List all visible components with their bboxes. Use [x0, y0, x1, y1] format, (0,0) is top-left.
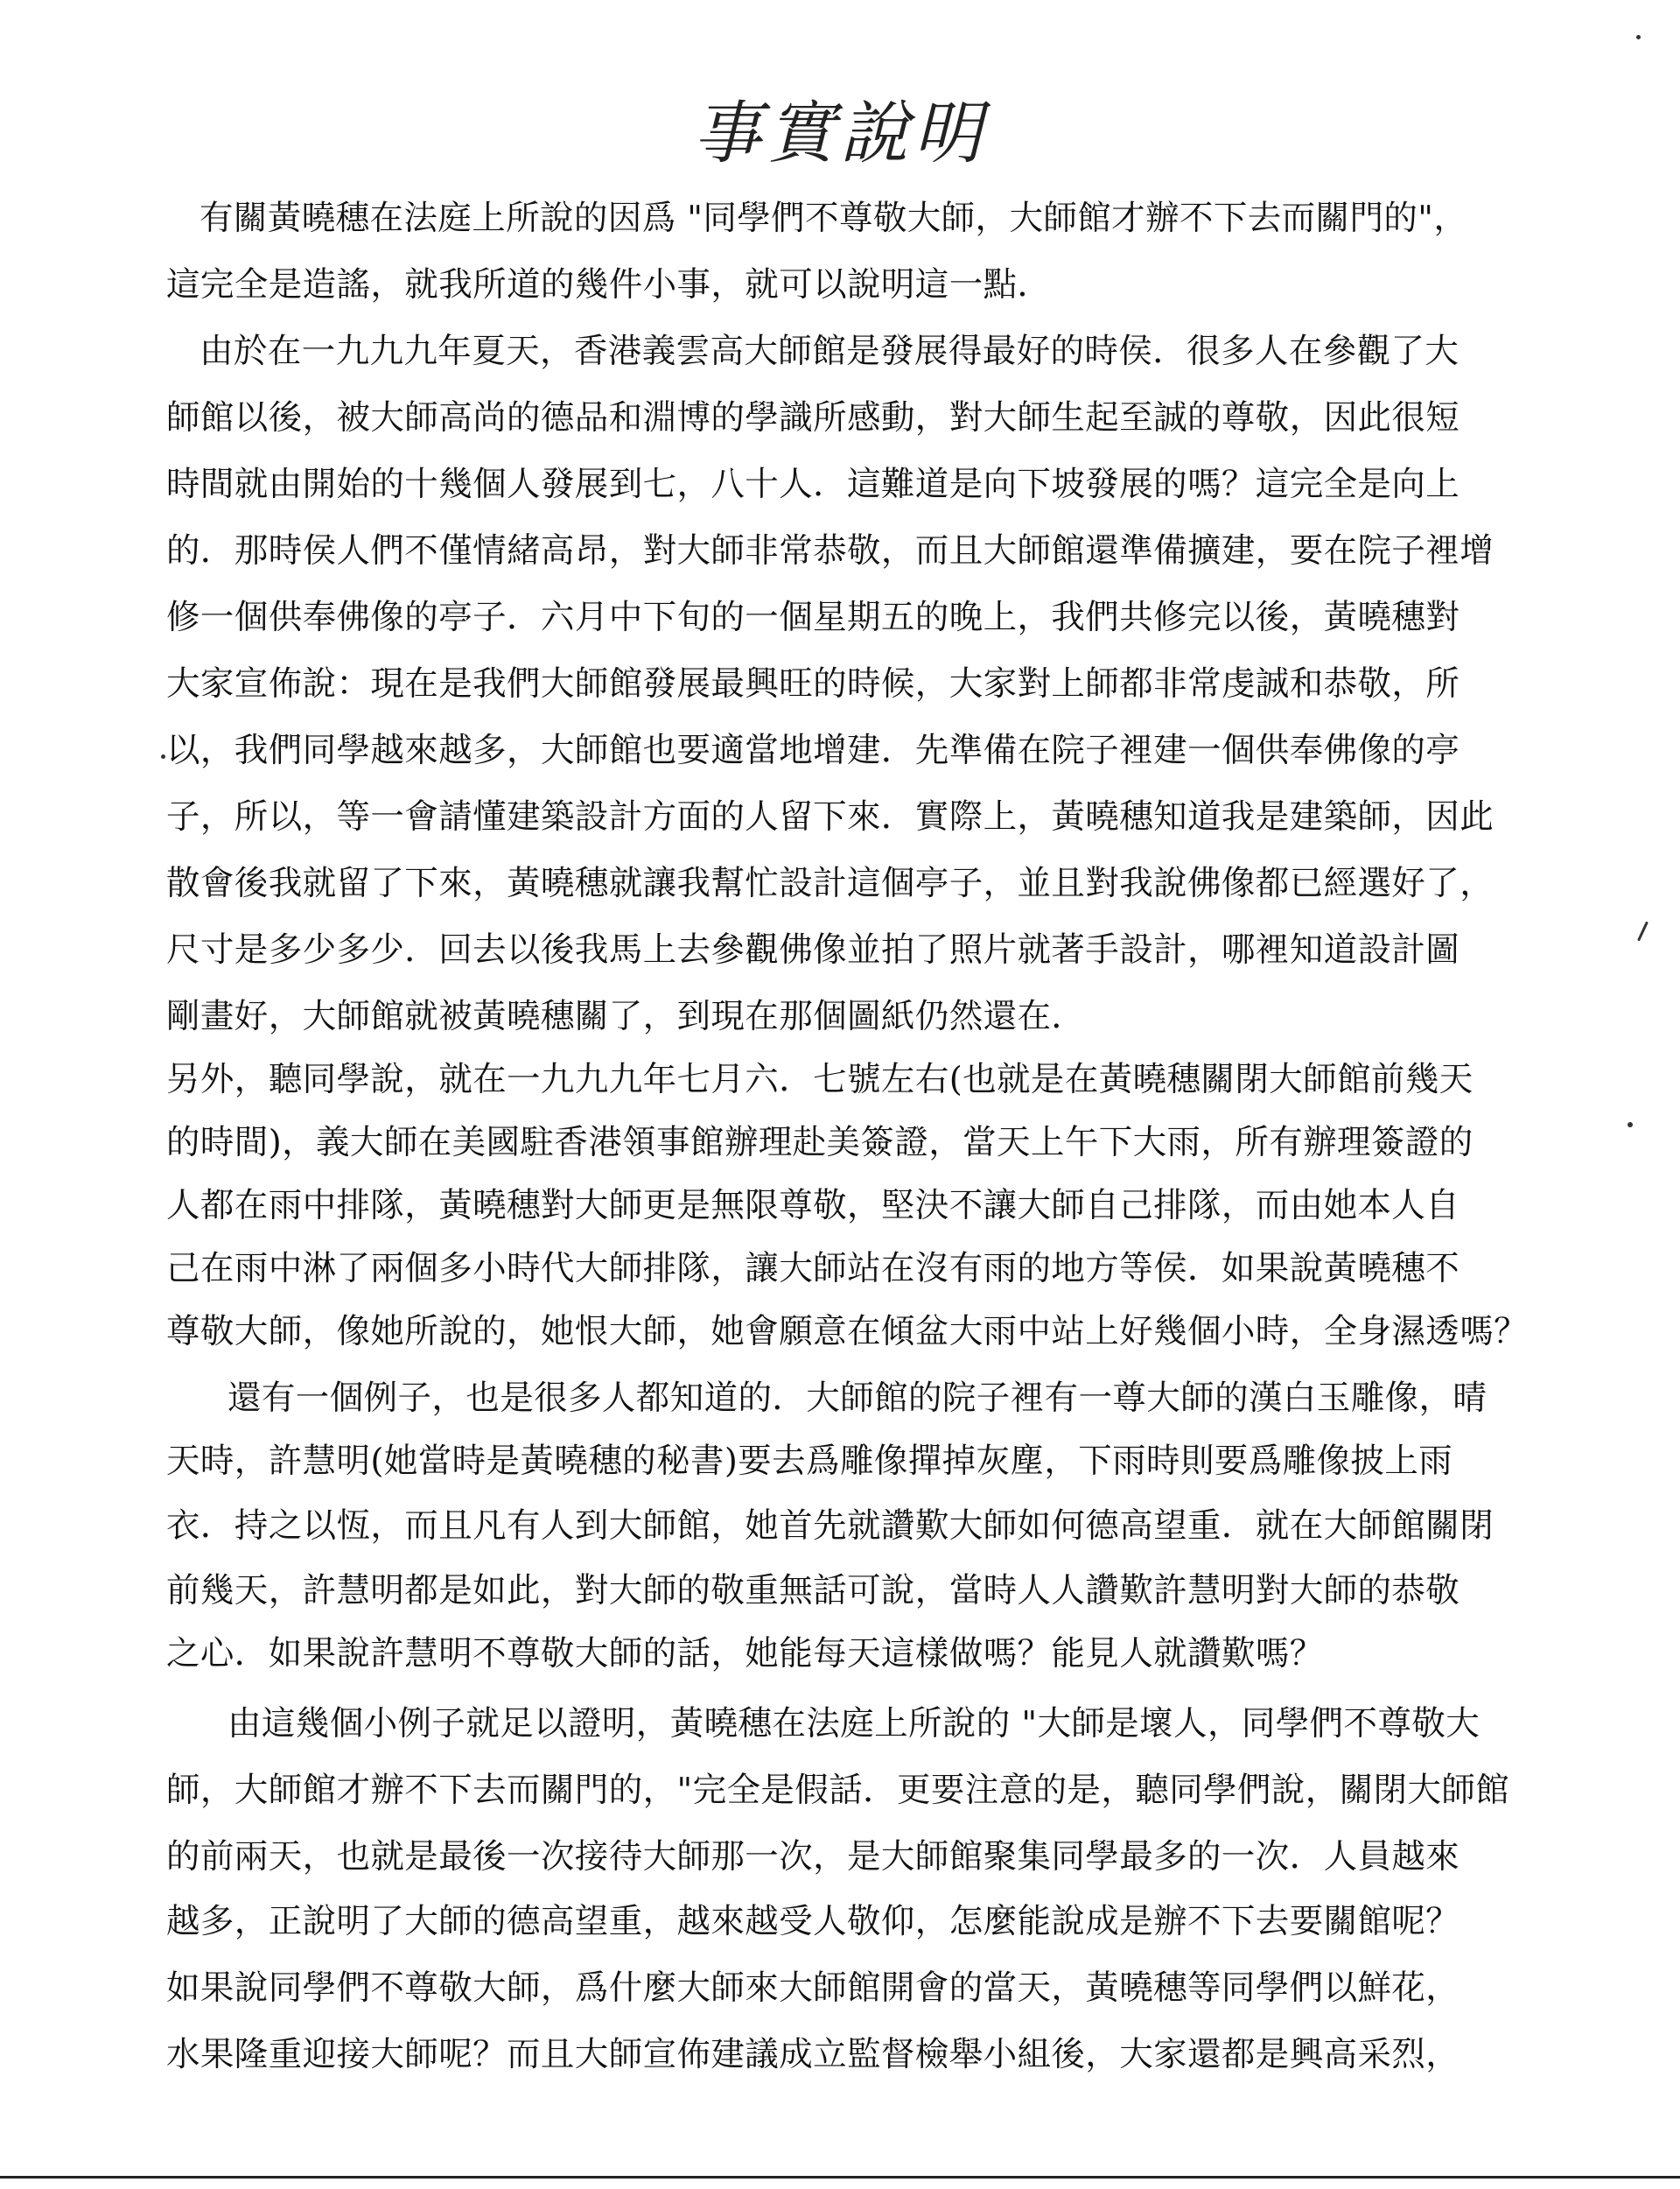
text-line: 如果說同學們不尊敬大師，爲什麼大師來大師館開會的當天，黃曉穗等同學們以鮮花， — [166, 1968, 1460, 2008]
text-line: 有關黃曉穗在法庭上所說的因爲 "同學們不尊敬大師，大師館才辦不下去而關門的"， — [200, 199, 1468, 238]
text-line: 前幾天，許慧明都是如此，對大師的敬重無話可說，當時人人讚歎許慧明對大師的恭敬 — [166, 1571, 1460, 1610]
scan-speck — [1628, 1122, 1633, 1127]
text-line: 還有一個例子，也是很多人都知道的．大師館的院子裡有一尊大師的漢白玉雕像，晴 — [228, 1379, 1488, 1418]
text-line: 師館以後，被大師高尚的德品和淵博的學識所感動，對大師生起至誠的尊敬，因此很短 — [166, 398, 1460, 438]
text-line: 尺寸是多少多少．回去以後我馬上去參觀佛像並拍了照片就著手設計，哪裡知道設計圖 — [166, 930, 1460, 970]
scan-speck — [1636, 35, 1641, 39]
text-line: 這完全是造謠，就我所道的幾件小事，就可以說明這一點． — [166, 265, 1052, 305]
text-line: 另外，聽同學說，就在一九九九年七月六．七號左右(也就是在黃曉穗關閉大師館前幾天 — [166, 1060, 1474, 1099]
scan-edge-line — [0, 2176, 1680, 2178]
text-line: 之心．如果說許慧明不尊敬大師的話，她能每天這樣做嗎？能見人就讚歎嗎？ — [166, 1634, 1324, 1673]
text-line: 越多，正說明了大師的德高望重，越來越受人敬仰，怎麼能說成是辦不下去要關館呢？ — [166, 1902, 1460, 1941]
text-line: 子，所以，等一會請懂建築設計方面的人留下來．實際上，黃曉穗知道我是建築師，因此 — [166, 797, 1494, 837]
page-title: 事實說明 — [692, 95, 987, 173]
text-line: 由這幾個小例子就足以證明，黃曉穗在法庭上所說的 "大師是壞人，同學們不尊敬大 — [228, 1704, 1480, 1743]
text-line: 剛畫好，大師館就被黃曉穗關了，到現在那個圖紙仍然還在． — [166, 997, 1086, 1036]
text-line: 的前兩天，也就是最後一次接待大師那一次，是大師館聚集同學最多的一次．人員越來 — [166, 1837, 1460, 1877]
scan-speck — [161, 754, 165, 759]
text-line: 尊敬大師，像她所說的，她恨大師，她會願意在傾盆大雨中站上好幾個小時，全身濕透嗎？ — [166, 1312, 1529, 1351]
text-line: 人都在雨中排隊，黃曉穗對大師更是無限尊敬，堅決不讓大師自己排隊，而由她本人自 — [166, 1186, 1460, 1225]
scan-mark — [1637, 921, 1648, 941]
text-line: 大家宣佈說：現在是我們大師館發展最興旺的時候，大家對上師都非常虔誠和恭敬，所 — [166, 664, 1460, 704]
text-line: 師，大師館才辦不下去而關門的，"完全是假話．更要注意的是，聽同學們說，關閉大師館 — [166, 1771, 1510, 1810]
text-line: 衣．持之以恆，而且凡有人到大師館，她首先就讚歎大師如何德高望重．就在大師館關閉 — [166, 1506, 1494, 1546]
text-line: 水果隆重迎接大師呢？而且大師宣佈建議成立監督檢舉小組後，大家還都是興高采烈， — [166, 2035, 1460, 2074]
text-line: 散會後我就留了下來，黃曉穗就讓我幫忙設計這個亭子，並且對我說佛像都已經選好了， — [166, 864, 1494, 903]
text-line: 由於在一九九九年夏天，香港義雲高大師館是發展得最好的時侯．很多人在參觀了大 — [200, 332, 1460, 371]
text-line: 己在雨中淋了兩個多小時代大師排隊，讓大師站在沒有雨的地方等侯．如果說黃曉穗不 — [166, 1249, 1460, 1288]
text-line: 天時，許慧明(她當時是黃曉穗的秘書)要去爲雕像撣掉灰塵，下雨時則要爲雕像披上雨 — [166, 1442, 1453, 1481]
text-line: 的時間)，義大師在美國駐香港領事館辦理赴美簽證，當天上午下大雨，所有辦理簽證的 — [166, 1123, 1474, 1162]
text-line: 修一個供奉佛像的亭子．六月中下旬的一個星期五的晚上，我們共修完以後，黃曉穗對 — [166, 598, 1460, 637]
text-line: 以，我們同學越來越多，大師館也要適當地增建．先準備在院子裡建一個供奉佛像的亭 — [166, 731, 1460, 770]
text-line: 時間就由開始的十幾個人發展到七，八十人．這難道是向下坡發展的嗎？這完全是向上 — [166, 465, 1460, 504]
text-line: 的．那時侯人們不僅情緒高昂，對大師非常恭敬，而且大師館還準備擴建，要在院子裡增 — [166, 531, 1494, 571]
